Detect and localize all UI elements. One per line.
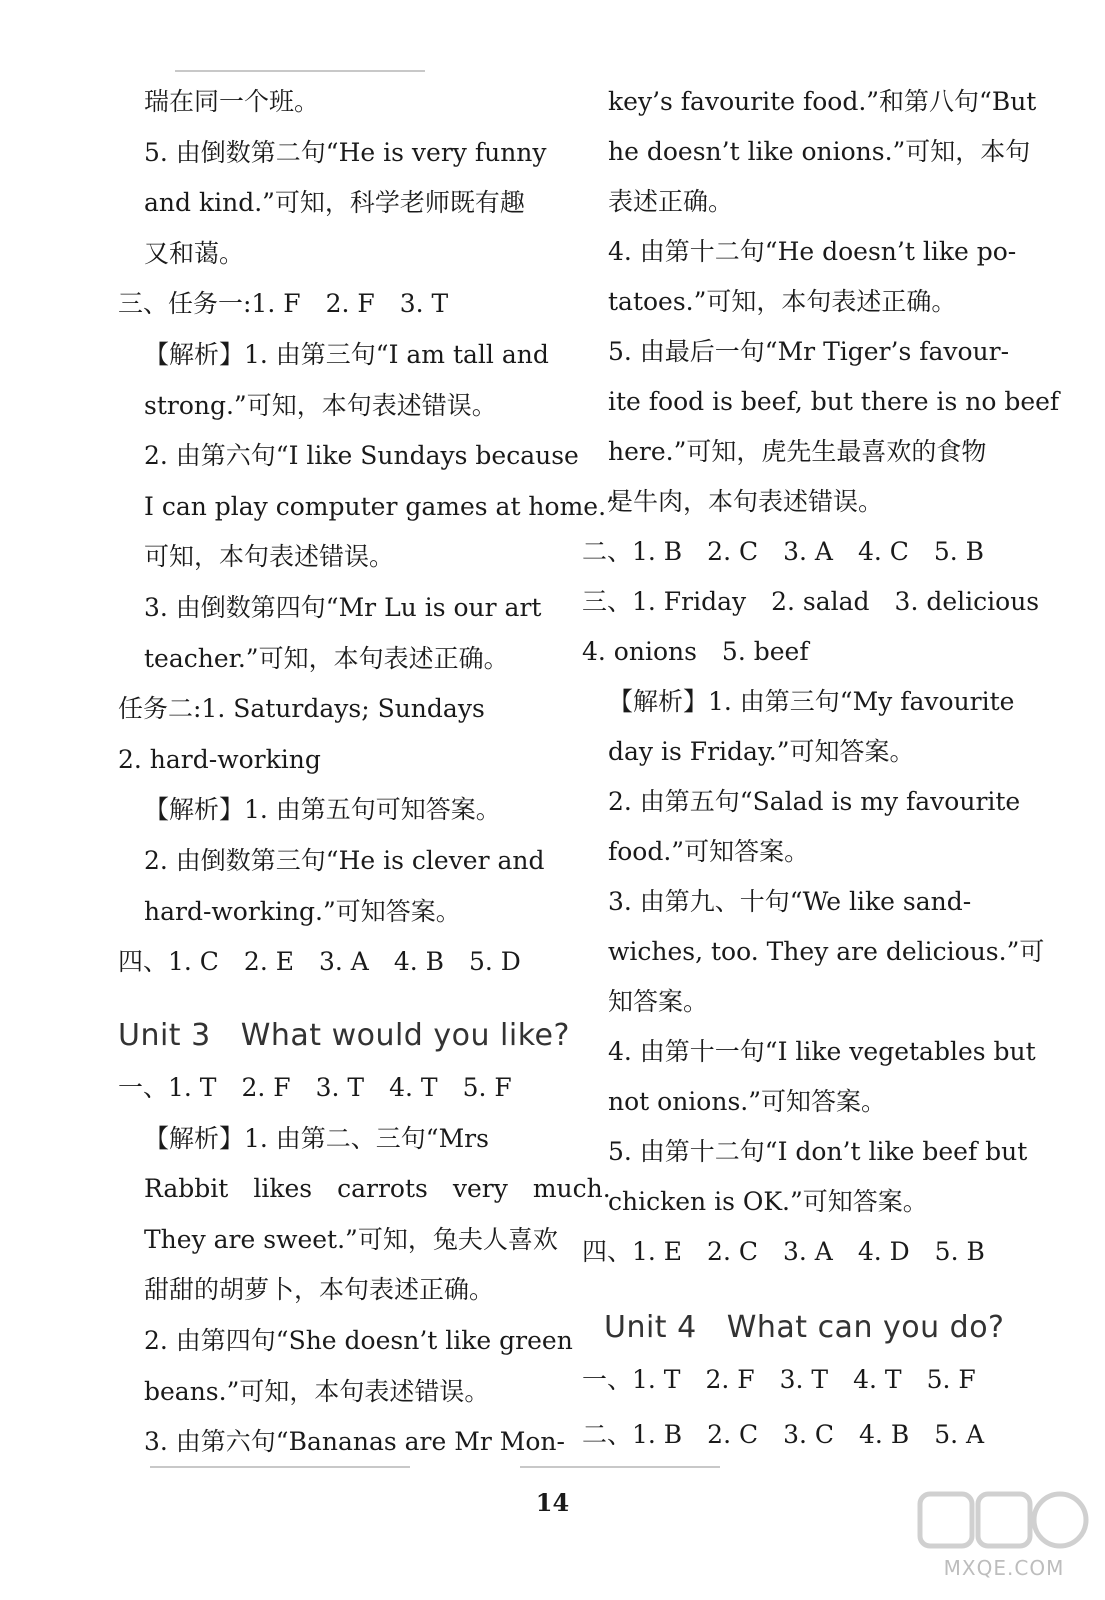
text-line: 瑞在同一个班。 [144,87,320,116]
text-line: food.”可知答案。 [608,837,810,866]
text-line: 5. 由第十二句“I don’t like beef but [608,1137,1028,1166]
text-line: day is Friday.”可知答案。 [608,737,915,766]
unit4-number: Unit 4 [604,1310,697,1345]
text-line: 四、1. E 2. C 3. A 4. D 5. B [582,1237,985,1266]
text-line: 2. 由第四句“She doesn’t like green [144,1326,573,1355]
text-line: 3. 由倒数第四句“Mr Lu is our art [144,593,542,622]
bottom-rule-right [520,1466,720,1468]
unit3-number: Unit 3 [118,1018,211,1053]
text-line: 【解析】1. 由第三句“My favourite [608,687,1015,716]
text-line: 2. 由第五句“Salad is my favourite [608,787,1021,816]
bottom-rule-left [150,1466,410,1468]
text-line: 2. hard-working [118,744,321,774]
text-line: 三、任务一:1. F 2. F 3. T [118,289,449,319]
text-line: 是牛肉，本句表述错误。 [608,487,884,516]
text-line: I can play computer games at home.” [144,491,619,521]
text-line: hard-working.”可知答案。 [144,896,461,926]
text-line: 甜甜的胡萝卜，本句表述正确。 [144,1275,495,1305]
text-line: 一、1. T 2. F 3. T 4. T 5. F [582,1365,976,1394]
text-line: 【解析】1. 由第五句可知答案。 [144,795,501,825]
text-line: 二、1. B 2. C 3. C 4. B 5. A [582,1420,985,1449]
text-line: key’s favourite food.”和第八句“But [608,87,1037,116]
unit3-heading [118,1016,570,1056]
text-line: 4. 由第十一句“I like vegetables but [608,1037,1036,1066]
text-line: tatoes.”可知，本句表述正确。 [608,287,957,316]
text-line: here.”可知，虎先生最喜欢的食物 [608,437,987,466]
text-line: 4. 由第十二句“He doesn’t like po- [608,237,1017,266]
text-line: teacher.”可知，本句表述正确。 [144,643,509,673]
text-line: wiches, too. They are delicious.”可 [608,937,1045,966]
text-line: he doesn’t like onions.”可知，本句 [608,137,1031,166]
text-line: 3. 由第九、十句“We like sand- [608,887,972,916]
text-line: and kind.”可知，科学老师既有趣 [144,188,525,218]
text-line: 5. 由最后一句“Mr Tiger’s favour- [608,337,1010,366]
text-line: They are sweet.”可知，兔夫人喜欢 [144,1224,558,1254]
unit4-heading [604,1308,1004,1348]
text-line: chicken is OK.”可知答案。 [608,1187,928,1216]
text-line: 二、1. B 2. C 3. A 4. C 5. B [582,537,985,566]
text-line: 表述正确。 [608,187,734,216]
text-line: not onions.”可知答案。 [608,1087,887,1116]
text-line: 4. onions 5. beef [582,637,809,666]
text-line: 可知，本句表述错误。 [144,542,395,572]
text-line: 【解析】1. 由第二、三句“Mrs [144,1123,489,1153]
watermark-logo [914,1486,1094,1586]
text-line: ite food is beef, but there is no beef [608,387,1060,416]
text-line: 5. 由倒数第二句“He is very funny [144,137,547,167]
text-line: beans.”可知，本句表述错误。 [144,1376,490,1406]
unit4-title: What can you do? [726,1310,1005,1345]
page-number: 14 [535,1488,570,1517]
text-line: 知答案。 [608,987,709,1016]
top-rule-left [175,70,425,72]
text-line: 2. 由倒数第三句“He is clever and [144,846,545,875]
text-line: strong.”可知，本句表述错误。 [144,390,497,420]
unit3-title: What would you like? [240,1018,570,1053]
watermark-icon [914,1486,1094,1556]
text-line: 三、1. Friday 2. salad 3. delicious [582,587,1040,616]
text-line: 一、1. T 2. F 3. T 4. T 5. F [118,1073,512,1102]
text-line: 2. 由第六句“I like Sundays because [144,441,579,471]
text-line: 【解析】1. 由第三句“I am tall and [144,340,549,369]
text-line: 任务二:1. Saturdays; Sundays [118,694,485,724]
watermark-text: MXQE.COM [943,1556,1065,1580]
text-line: Rabbit likes carrots very much. [144,1174,611,1204]
text-line: 四、1. C 2. E 3. A 4. B 5. D [118,947,521,977]
text-line: 又和蔼。 [144,238,245,268]
text-line: 3. 由第六句“Bananas are Mr Mon- [144,1427,565,1457]
